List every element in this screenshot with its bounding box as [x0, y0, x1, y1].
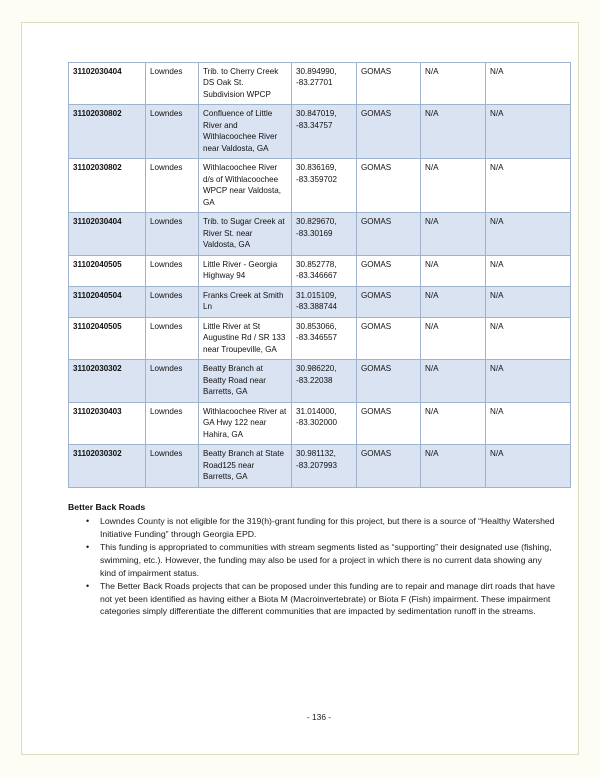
table-row	[69, 317, 571, 359]
cell-location: Withlacoochee River at GA Hwy 122 near Hahira, GA	[199, 402, 292, 444]
cell-field-7: N/A	[486, 63, 571, 105]
table-row	[69, 159, 571, 213]
cell-coordinates: 30.836169, -83.359702	[292, 159, 357, 213]
table-row	[69, 105, 571, 159]
cell-field-7: N/A	[486, 255, 571, 286]
cell-source: GOMAS	[357, 402, 421, 444]
cell-source: GOMAS	[357, 213, 421, 255]
cell-field-7: N/A	[486, 445, 571, 487]
cell-field-7: N/A	[486, 105, 571, 159]
cell-huc-id: 31102030302	[69, 445, 146, 487]
cell-huc-id: 31102030802	[69, 159, 146, 213]
cell-source: GOMAS	[357, 105, 421, 159]
cell-county: Lowndes	[146, 360, 199, 402]
cell-huc-id: 31102030404	[69, 213, 146, 255]
cell-county: Lowndes	[146, 255, 199, 286]
bullet-item: • This funding is appropriated to communities with stream segments listed as “supporting” their designated use (fishing, swimming, etc.). However, the funding may also be used for a project in which there is no current data showing any kind of impairment status.	[100, 541, 570, 579]
cell-field-7: N/A	[486, 402, 571, 444]
bullet-item: • Lowndes County is not eligible for the 319(h)-grant funding for this project, but there is a source of “Healthy Watershed Initiative Funding” through Georgia EPD.	[100, 515, 570, 540]
cell-field-6: N/A	[421, 317, 486, 359]
cell-huc-id: 31102030302	[69, 360, 146, 402]
document-content	[68, 62, 570, 619]
cell-location: Trib. to Cherry Creek DS Oak St. Subdivision WPCP	[199, 63, 292, 105]
cell-location: Withlacoochee River d/s of Withlacoochee WPCP near Valdosta, GA	[199, 159, 292, 213]
cell-coordinates: 30.847019, -83.34757	[292, 105, 357, 159]
section-heading: Better Back Roads	[68, 501, 146, 512]
cell-huc-id: 31102030802	[69, 105, 146, 159]
cell-coordinates: 31.015109, -83.388744	[292, 286, 357, 317]
cell-huc-id: 31102030403	[69, 402, 146, 444]
cell-source: GOMAS	[357, 445, 421, 487]
cell-huc-id: 31102030404	[69, 63, 146, 105]
cell-field-6: N/A	[421, 105, 486, 159]
cell-field-7: N/A	[486, 360, 571, 402]
page-footer	[68, 712, 570, 722]
cell-field-7: N/A	[486, 159, 571, 213]
table-row	[69, 286, 571, 317]
table-row	[69, 63, 571, 105]
cell-source: GOMAS	[357, 360, 421, 402]
cell-field-6: N/A	[421, 159, 486, 213]
cell-coordinates: 30.829670, -83.30169	[292, 213, 357, 255]
bullet-list	[68, 515, 570, 618]
cell-field-7: N/A	[486, 213, 571, 255]
cell-county: Lowndes	[146, 286, 199, 317]
cell-county: Lowndes	[146, 402, 199, 444]
table-row	[69, 445, 571, 487]
table-row	[69, 360, 571, 402]
cell-coordinates: 31.014000, -83.302000	[292, 402, 357, 444]
cell-field-6: N/A	[421, 213, 486, 255]
cell-county: Lowndes	[146, 213, 199, 255]
cell-county: Lowndes	[146, 159, 199, 213]
section-better-back-roads	[68, 501, 570, 618]
cell-location: Beatty Branch at State Road125 near Barretts, GA	[199, 445, 292, 487]
table-body	[69, 63, 571, 488]
cell-source: GOMAS	[357, 317, 421, 359]
cell-field-7: N/A	[486, 317, 571, 359]
cell-huc-id: 31102040505	[69, 255, 146, 286]
cell-county: Lowndes	[146, 105, 199, 159]
cell-source: GOMAS	[357, 255, 421, 286]
cell-field-6: N/A	[421, 445, 486, 487]
bullet-item: • The Better Back Roads projects that can be proposed under this funding are to repair and manage dirt roads that have not yet been identified as having either a Biota M (Macroinvertebrate) or Biota F (Fish) impairment. These impairment categories simply differentiate the different communities that are impacted by sedimentation runoff in the streams.	[100, 580, 570, 618]
cell-county: Lowndes	[146, 445, 199, 487]
cell-coordinates: 30.852778, -83.346667	[292, 255, 357, 286]
cell-source: GOMAS	[357, 286, 421, 317]
cell-field-6: N/A	[421, 402, 486, 444]
page-number: - 136 -	[306, 712, 332, 722]
cell-location: Franks Creek at Smith Ln	[199, 286, 292, 317]
cell-field-7: N/A	[486, 286, 571, 317]
cell-field-6: N/A	[421, 63, 486, 105]
cell-location: Trib. to Sugar Creek at River St. near Valdosta, GA	[199, 213, 292, 255]
cell-coordinates: 30.981132, -83.207993	[292, 445, 357, 487]
cell-county: Lowndes	[146, 63, 199, 105]
table-row	[69, 255, 571, 286]
cell-source: GOMAS	[357, 159, 421, 213]
water-monitoring-table	[68, 62, 571, 488]
cell-location: Little River - Georgia Highway 94	[199, 255, 292, 286]
cell-county: Lowndes	[146, 317, 199, 359]
cell-field-6: N/A	[421, 360, 486, 402]
cell-coordinates: 30.853066, -83.346557	[292, 317, 357, 359]
cell-huc-id: 31102040505	[69, 317, 146, 359]
cell-coordinates: 30.986220, -83.22038	[292, 360, 357, 402]
cell-coordinates: 30.894990, -83.27701	[292, 63, 357, 105]
cell-location: Little River at St Augustine Rd / SR 133 near Troupeville, GA	[199, 317, 292, 359]
table-row	[69, 402, 571, 444]
cell-field-6: N/A	[421, 255, 486, 286]
cell-source: GOMAS	[357, 63, 421, 105]
cell-huc-id: 31102040504	[69, 286, 146, 317]
cell-location: Beatty Branch at Beatty Road near Barretts, GA	[199, 360, 292, 402]
table-row	[69, 213, 571, 255]
cell-field-6: N/A	[421, 286, 486, 317]
cell-location: Confluence of Little River and Withlacoochee River near Valdosta, GA	[199, 105, 292, 159]
